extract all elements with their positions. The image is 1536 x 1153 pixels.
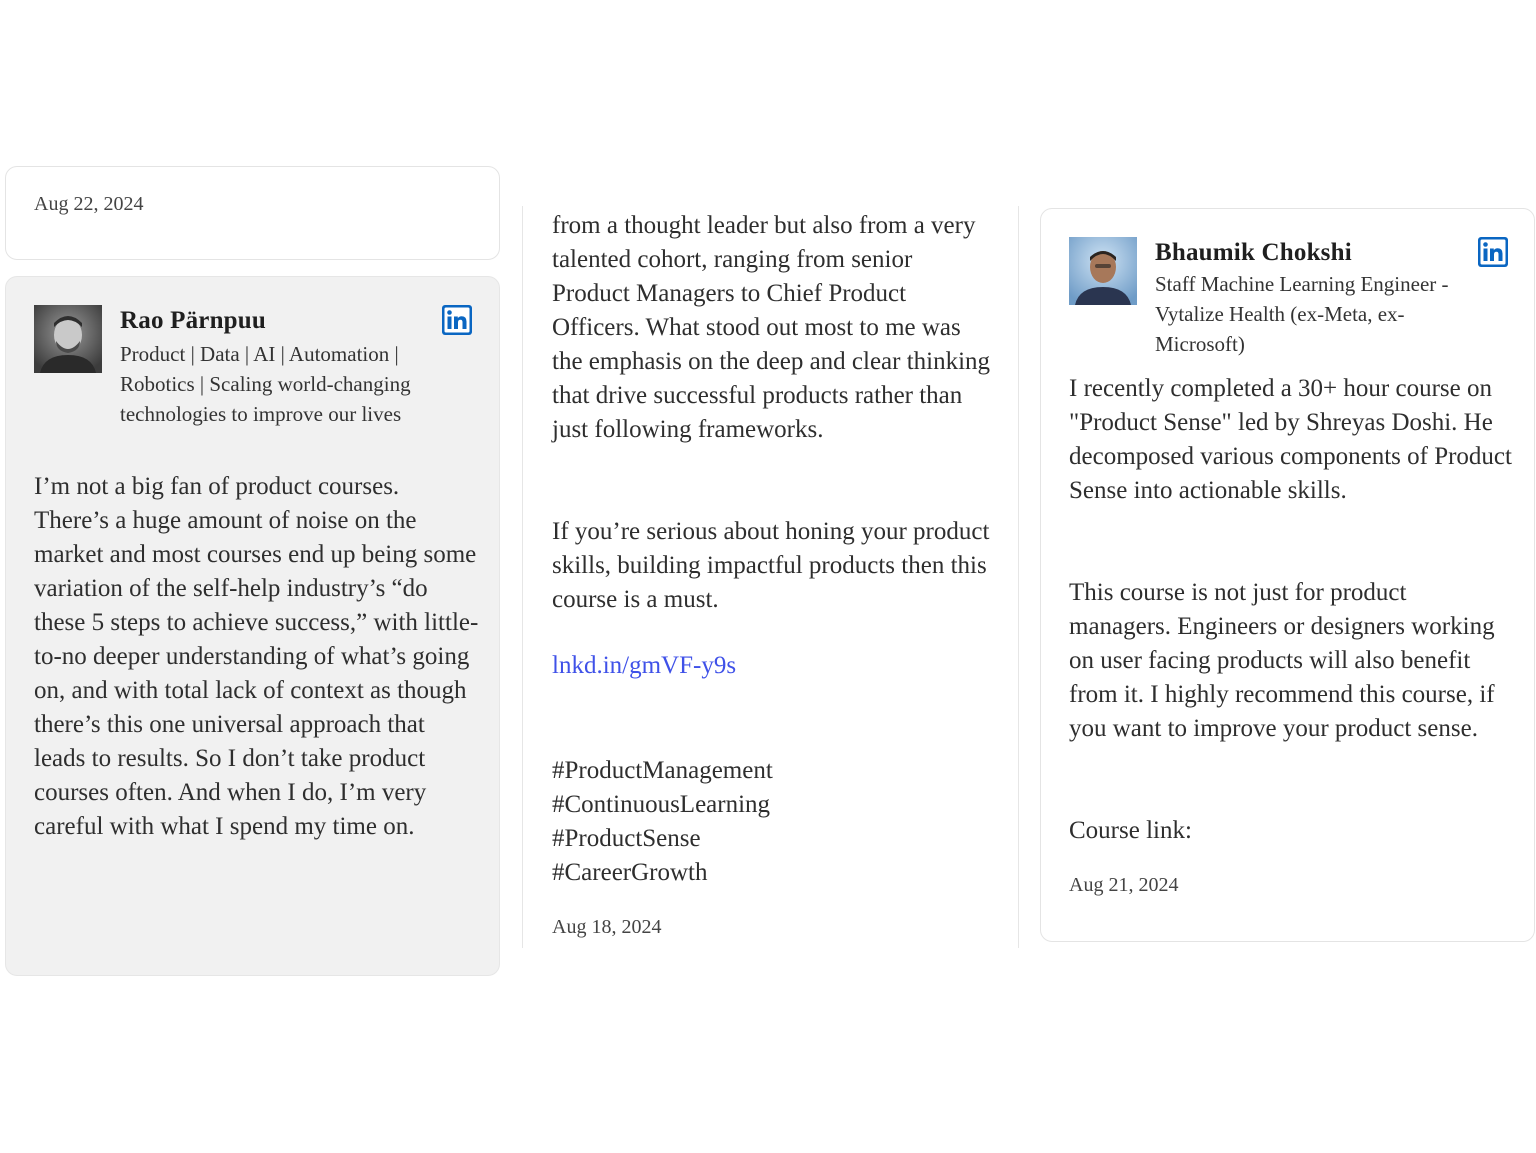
column-divider [1018, 206, 1019, 948]
hashtag[interactable]: #CareerGrowth [552, 859, 708, 886]
linkedin-icon[interactable] [1478, 237, 1508, 267]
author-name: Rao Pärnpuu [120, 307, 266, 334]
avatar [34, 305, 102, 373]
testimonial-card-rao [5, 276, 500, 976]
testimonial-body: I recently completed a 30+ hour course on "Product Sense" led by Shreyas Doshi. He decomposed various components of Product Sense into actionable skills. [1069, 375, 1512, 504]
course-link[interactable]: lnkd.in/gmVF-y9s [552, 652, 737, 679]
testimonial-date: Aug 22, 2024 [34, 193, 144, 215]
linkedin-icon[interactable] [442, 305, 472, 335]
testimonial-date: Aug 21, 2024 [1069, 874, 1179, 896]
testimonial-body-paragraph: Course link: [1069, 817, 1192, 844]
testimonial-date: Aug 18, 2024 [552, 916, 662, 938]
hashtag[interactable]: #ProductSense [552, 825, 701, 852]
testimonial-body: I’m not a big fan of product courses. There’s a huge amount of noise on the market and most courses end up being some variation of the self-help industry’s “do these 5 steps to achieve success,” with little-to-no deeper understanding of what’s going on, and with total lack of context as though there’s this one universal approach that leads to results. So I don’t take product courses often. And when I do, I’m very careful with what I spend my time on. [34, 473, 479, 840]
testimonial-card-previous [5, 166, 500, 260]
hashtag[interactable]: #ProductManagement [552, 757, 773, 784]
testimonial-card-bhaumik [1040, 208, 1535, 942]
testimonials-viewport [0, 193, 1536, 948]
avatar-image [1069, 237, 1137, 305]
testimonial-body-paragraph: If you’re serious about honing your product skills, building impactful products then this course is a must. [552, 518, 990, 613]
testimonial-body-paragraph: This course is not just for product managers. Engineers or designers working on user facing products will also benefit from it. I highly recommend this course, if you want to improve your product sense. [1069, 579, 1495, 742]
column-divider [522, 206, 523, 948]
avatar-image [34, 305, 102, 373]
author-role: Staff Machine Learning Engineer - Vytalize Health (ex-Meta, ex-Microsoft) [1155, 272, 1449, 356]
author-role: Product | Data | AI | Automation | Robotics | Scaling world-changing technologies to improve our lives [120, 342, 411, 426]
avatar [1069, 237, 1137, 305]
testimonial-body-continued: from a thought leader but also from a very talented cohort, ranging from senior Product Managers to Chief Product Officers. What stood out most to me was the emphasis on the deep and clear thinking that drive successful products rather than just following frameworks. [552, 212, 991, 443]
author-name: Bhaumik Chokshi [1155, 239, 1352, 266]
hashtag-list [552, 754, 773, 890]
hashtag[interactable]: #ContinuousLearning [552, 791, 771, 818]
